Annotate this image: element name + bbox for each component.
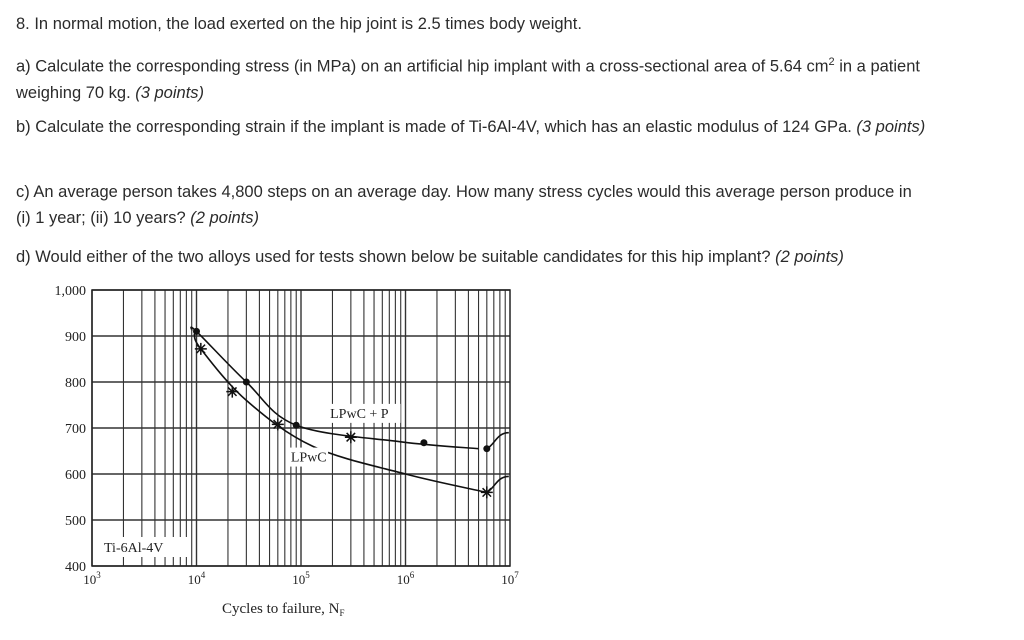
q8a-points: (3 points) [135, 83, 205, 102]
series-label-lpwc: LPwC [290, 450, 327, 466]
data-point-dot [193, 328, 200, 335]
data-point-star [345, 431, 357, 443]
x-tick-label [292, 570, 310, 587]
x-tick-label [501, 570, 519, 587]
x-tick-exponent: 4 [200, 570, 206, 580]
x-tick-base: 10 [396, 572, 410, 587]
question-8b [16, 114, 926, 140]
question-8-stem [16, 11, 582, 37]
x-tick-base: 10 [187, 572, 201, 587]
y-tick-label: 600 [65, 468, 86, 483]
q8a-text: a) Calculate the corresponding stress (in MPa) on an artificial hip implant with a cross-sectional area of 5.64 cm [16, 57, 829, 76]
q8b-text: b) Calculate the corresponding strain if the implant is made of Ti-6Al-4V, which has an elastic modulus of 124 GPa. [16, 118, 857, 136]
x-tick-label [83, 570, 101, 587]
y-tick-label: 700 [65, 422, 86, 437]
x-tick-exponent: 7 [514, 570, 519, 580]
x-axis-title [222, 601, 344, 618]
y-tick-label: 900 [65, 330, 86, 345]
x-tick-exponent: 3 [96, 570, 101, 580]
q8a-text-cont: in a patient weighing 70 kg. [16, 57, 920, 102]
data-point-star [195, 343, 207, 355]
series-label-lpwc-p: LPwC + P [330, 406, 389, 422]
data-point-dot [420, 439, 427, 446]
q8b-points: (3 points) [856, 118, 926, 136]
q8c-points: (2 points) [190, 209, 259, 227]
x-tick-label [188, 570, 206, 587]
question-8a [16, 49, 946, 106]
y-tick-label: 400 [65, 560, 86, 575]
q8d-points: (2 points) [775, 248, 844, 266]
data-point-dot [293, 422, 300, 429]
q8a-superscript: 2 [828, 56, 835, 68]
question-8d [16, 244, 1006, 270]
data-point-dot [243, 379, 250, 386]
q8-text: 8. In normal motion, the load exerted on the hip joint is 2.5 times body weight. [16, 15, 582, 33]
sn-fatigue-chart [0, 270, 560, 640]
x-axis-subscript: F [339, 608, 345, 618]
x-tick-base: 10 [501, 572, 515, 587]
y-tick-label: 500 [65, 514, 86, 529]
x-tick-exponent: 5 [305, 570, 310, 580]
x-tick-label [397, 570, 415, 587]
x-tick-base: 10 [292, 572, 306, 587]
material-label: Ti-6Al-4V [104, 541, 164, 556]
q8d-text: d) Would either of the two alloys used for tests shown below be suitable candidates for this hip implant? [16, 248, 776, 266]
question-8c [16, 179, 921, 231]
y-tick-label: 1,000 [54, 284, 86, 299]
x-axis-label: Cycles to failure, N [222, 601, 340, 617]
data-point-star [272, 418, 284, 430]
chart-grid [92, 290, 510, 566]
x-tick-base: 10 [83, 572, 97, 587]
q8c-text: c) An average person takes 4,800 steps on an average day. How many stress cycles would this average person produce in (i) 1 year; (ii) 10 years? [16, 183, 912, 227]
x-tick-exponent: 6 [409, 570, 415, 580]
data-point-star [226, 386, 238, 398]
y-tick-label: 800 [65, 376, 86, 391]
